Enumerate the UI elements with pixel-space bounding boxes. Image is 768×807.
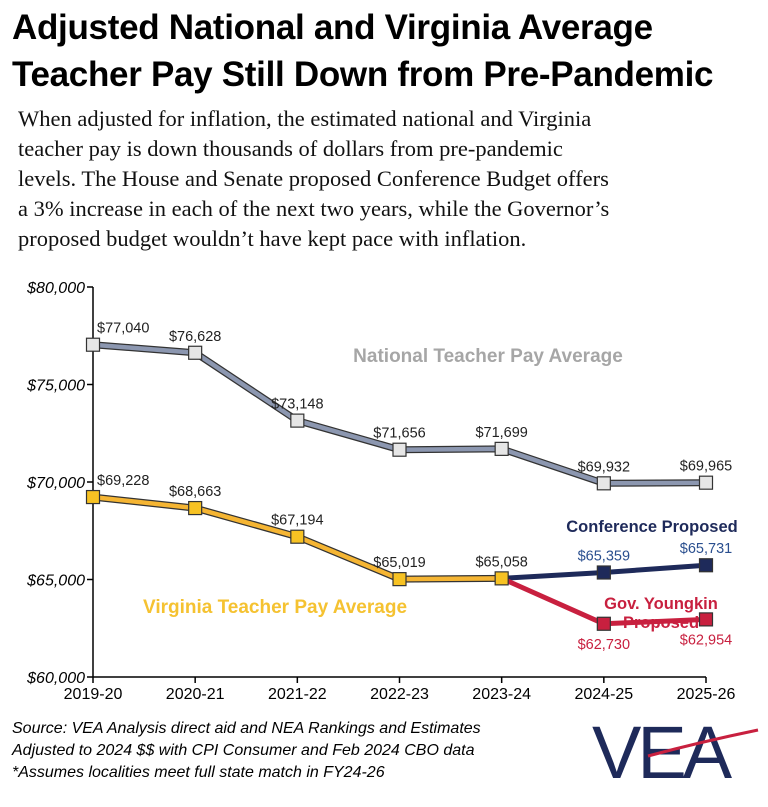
data-point <box>291 530 304 543</box>
data-point <box>291 414 304 427</box>
chart-subtitle <box>18 104 758 254</box>
data-point <box>495 442 508 455</box>
data-label: $69,965 <box>679 458 733 475</box>
y-tick-label: $80,000 <box>27 280 85 297</box>
x-tick-label: 2025-26 <box>676 686 736 703</box>
line-chart <box>0 270 768 710</box>
data-point <box>700 559 713 572</box>
subtitle-line: levels. The House and Senate proposed Conference Budget offers <box>18 166 609 191</box>
y-tick-label: $75,000 <box>27 377 85 395</box>
x-tick-label: 2019-20 <box>63 686 123 703</box>
y-tick-label: $70,000 <box>27 475 85 492</box>
data-point <box>495 572 508 585</box>
data-label: $65,359 <box>577 548 631 565</box>
data-point <box>597 477 610 490</box>
data-point <box>87 338 100 351</box>
data-label: $65,731 <box>679 541 733 558</box>
subtitle-line: teacher pay is down thousands of dollars from pre-pandemic <box>18 136 563 161</box>
subtitle-line: proposed budget wouldn’t have kept pace with inflation. <box>18 226 527 251</box>
source-line: Adjusted to 2024 $$ with CPI Consumer and Feb 2024 CBO data <box>12 742 475 759</box>
source-notes <box>12 718 592 784</box>
subtitle-line: a 3% increase in each of the next two years, while the Governor’s <box>18 196 610 221</box>
data-label: $71,656 <box>373 425 426 442</box>
title-line: Teacher Pay Still Down from Pre-Pandemic <box>12 55 714 94</box>
x-tick-label: 2021-22 <box>267 686 327 703</box>
source-line: Source: VEA Analysis direct aid and NEA Rankings and Estimates <box>12 720 481 737</box>
data-point <box>393 443 406 456</box>
series-name-label: Proposed <box>622 614 700 632</box>
series-name-label: Gov. Youngkin <box>604 595 718 613</box>
data-point <box>700 613 713 626</box>
data-label: $68,663 <box>168 484 222 501</box>
vea-logo <box>590 712 760 792</box>
data-point <box>87 491 100 504</box>
data-label: $71,699 <box>475 424 528 441</box>
x-tick-label: 2023-24 <box>472 686 532 703</box>
data-point <box>597 617 610 630</box>
title-line: Adjusted National and Virginia Average <box>12 8 653 47</box>
data-label: $62,954 <box>679 632 733 649</box>
x-tick-label: 2024-25 <box>574 686 634 703</box>
data-point <box>189 502 202 515</box>
data-label: $65,058 <box>475 554 528 571</box>
y-tick-label: $65,000 <box>27 572 85 590</box>
series-name-label: National Teacher Pay Average <box>353 346 623 367</box>
data-label: $67,194 <box>271 512 324 529</box>
data-point <box>393 573 406 586</box>
data-label: $69,228 <box>97 473 150 490</box>
series-name-label: Virginia Teacher Pay Average <box>142 597 408 618</box>
data-label: $76,628 <box>168 328 222 345</box>
data-label: $77,040 <box>97 320 150 337</box>
y-tick-label: $60,000 <box>27 670 85 687</box>
source-line: *Assumes localities meet full state match in FY24-26 <box>12 764 385 781</box>
data-point <box>597 566 610 579</box>
series-name-label: Conference Proposed <box>566 518 738 536</box>
subtitle-line: When adjusted for inflation, the estimated national and Virginia <box>18 106 592 131</box>
data-point <box>189 346 202 359</box>
x-tick-label: 2022-23 <box>370 686 429 703</box>
chart-title <box>12 4 762 98</box>
data-label: $69,932 <box>577 459 631 476</box>
data-label: $65,019 <box>373 555 426 572</box>
data-point <box>700 476 713 489</box>
vea-logo-text: VEA <box>592 712 729 792</box>
x-tick-label: 2020-21 <box>165 686 225 703</box>
data-label: $73,148 <box>271 396 324 413</box>
data-label: $62,730 <box>577 636 631 653</box>
